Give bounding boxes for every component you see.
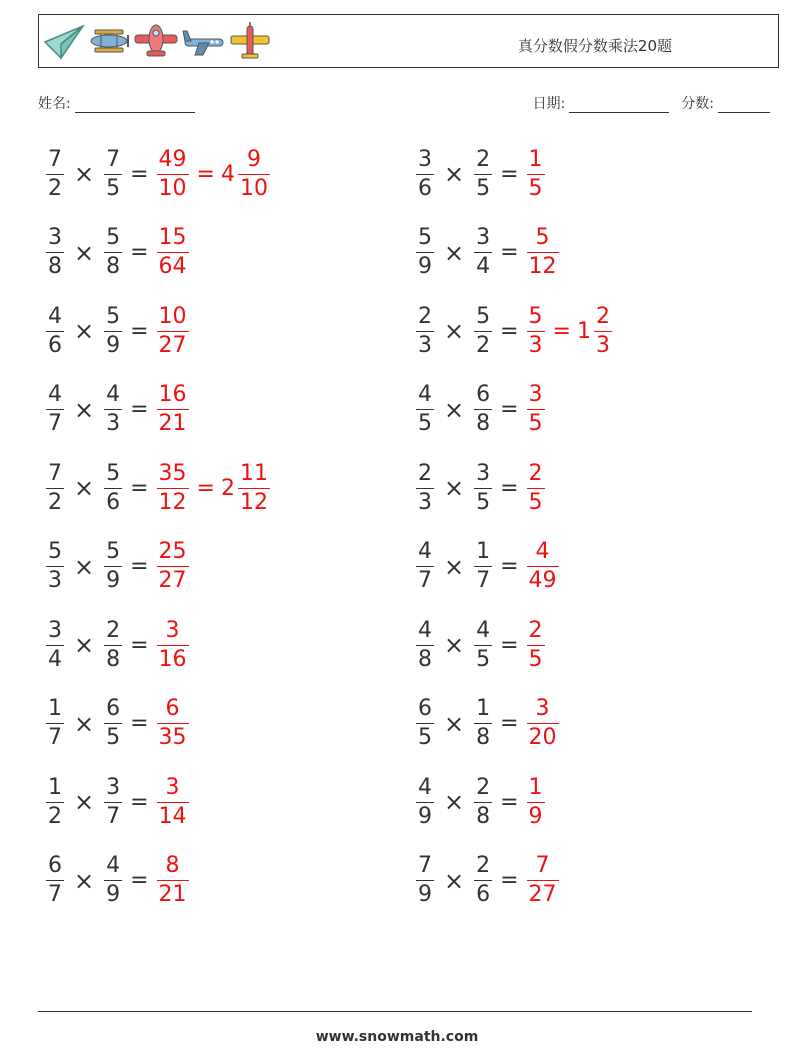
factor-b	[474, 774, 492, 829]
answer	[155, 541, 191, 592]
score-label: 分数:	[681, 96, 714, 112]
factor-a-denominator: 6	[418, 175, 432, 201]
answer-fraction-denominator: 5	[528, 489, 543, 515]
factor-b-numerator: 1	[476, 696, 491, 721]
factor-a-numerator: 4	[418, 774, 432, 800]
factor-a-denominator: 3	[418, 332, 432, 358]
times-sign: ×	[74, 709, 95, 738]
factor-a	[46, 460, 64, 515]
factor-b-denominator: 7	[106, 803, 121, 829]
problem-item	[414, 221, 561, 285]
factor-a-numerator: 7	[48, 146, 62, 172]
answer	[155, 303, 191, 358]
problem-item	[44, 692, 191, 756]
problem-item	[44, 142, 272, 206]
problem-item	[414, 849, 561, 913]
factor-b-denominator: 5	[476, 175, 491, 201]
times-sign: ×	[74, 160, 95, 188]
problem-item	[44, 613, 191, 677]
factor-b-denominator: 5	[106, 725, 121, 750]
name-label: 姓名:	[38, 96, 71, 112]
factor-a-denominator: 7	[418, 568, 432, 593]
problem-item	[414, 535, 561, 599]
factor-a-denominator: 7	[48, 725, 62, 750]
factor-b-denominator: 6	[106, 489, 121, 515]
factor-b	[474, 227, 492, 278]
factor-a-denominator: 3	[48, 568, 62, 593]
factor-b-denominator: 8	[106, 254, 121, 279]
factor-a-denominator: 8	[418, 646, 432, 672]
answer-fraction-numerator: 15	[158, 225, 187, 250]
factor-a	[416, 460, 434, 515]
answer-fraction-numerator: 49	[158, 146, 187, 172]
factor-a-numerator: 1	[48, 696, 62, 721]
factor-b-denominator: 5	[106, 175, 121, 201]
factor-b	[104, 541, 122, 592]
factor-b	[474, 303, 492, 358]
equals-sign: =	[130, 240, 149, 265]
answer-equals-sign: =	[196, 161, 215, 187]
factor-b-numerator: 2	[476, 774, 491, 800]
answer	[155, 227, 191, 278]
factor-b-denominator: 9	[106, 568, 121, 593]
times-sign: ×	[444, 474, 465, 502]
answer	[525, 227, 561, 278]
equals-sign: =	[500, 632, 519, 658]
factor-b	[104, 774, 122, 829]
factor-b-denominator: 5	[476, 489, 491, 515]
problem-item	[44, 849, 191, 913]
footer-divider	[38, 1011, 752, 1012]
answer-fraction-numerator: 10	[158, 303, 187, 329]
factor-b	[104, 146, 122, 201]
answer-fraction-denominator: 27	[528, 882, 557, 907]
answer-fraction	[157, 146, 189, 201]
factor-a	[416, 698, 434, 749]
factor-a	[46, 146, 64, 201]
answer-fraction	[157, 855, 189, 906]
answer	[155, 617, 191, 672]
factor-a-numerator: 7	[418, 853, 432, 878]
factor-b	[474, 698, 492, 749]
factor-a-denominator: 5	[418, 411, 432, 436]
mixed-number-fraction-denominator: 12	[239, 489, 268, 515]
answer-fraction-numerator: 7	[535, 853, 550, 878]
answer-fraction	[527, 460, 545, 515]
answer	[525, 774, 547, 829]
factor-b-numerator: 3	[106, 774, 121, 800]
answer-fraction-numerator: 3	[165, 617, 180, 643]
factor-a-denominator: 2	[48, 489, 62, 515]
factor-b-denominator: 8	[106, 646, 121, 672]
equals-sign: =	[500, 240, 519, 265]
factor-b	[474, 146, 492, 201]
answer-fraction-numerator: 5	[535, 225, 550, 250]
factor-b-denominator: 3	[106, 411, 121, 436]
answer-fraction	[527, 541, 559, 592]
factor-a	[416, 303, 434, 358]
answer	[525, 617, 547, 672]
factor-b-denominator: 5	[476, 646, 491, 672]
answer-fraction-numerator: 16	[158, 382, 187, 407]
answer-fraction	[157, 541, 189, 592]
times-sign: ×	[74, 317, 95, 345]
answer-fraction-numerator: 3	[165, 774, 180, 800]
answer-fraction	[527, 227, 559, 278]
answer-fraction	[157, 460, 189, 515]
answer	[155, 698, 191, 749]
answer	[525, 698, 561, 749]
answer-fraction-denominator: 64	[158, 254, 187, 279]
times-sign: ×	[74, 395, 95, 424]
factor-b	[104, 384, 122, 435]
date-label: 日期:	[532, 96, 566, 112]
equals-sign: =	[500, 554, 519, 579]
factor-a-denominator: 8	[48, 254, 62, 279]
problem-item	[44, 535, 191, 599]
answer	[525, 146, 547, 201]
factor-a	[46, 227, 64, 278]
equals-sign: =	[500, 789, 519, 815]
answer-fraction	[527, 617, 545, 672]
equals-sign: =	[130, 475, 149, 501]
factor-a-numerator: 3	[48, 225, 62, 250]
equals-sign: =	[500, 868, 519, 893]
answer-fraction-denominator: 12	[528, 254, 557, 279]
answer	[525, 460, 547, 515]
equals-sign: =	[130, 632, 149, 658]
answer-fraction	[157, 617, 189, 672]
factor-a	[46, 384, 64, 435]
answer-equals-sign: =	[196, 475, 215, 501]
answer-fraction	[527, 146, 545, 201]
factor-a-denominator: 7	[48, 882, 62, 907]
factor-a-denominator: 4	[48, 646, 62, 672]
factor-b-denominator: 8	[476, 411, 491, 436]
equals-sign: =	[500, 397, 519, 422]
factor-a	[416, 855, 434, 906]
problem-item	[414, 378, 547, 442]
factor-a	[416, 541, 434, 592]
factor-a	[46, 541, 64, 592]
answer-fraction	[527, 855, 559, 906]
factor-a-numerator: 4	[418, 617, 432, 643]
answer-fraction-denominator: 21	[158, 411, 187, 436]
mixed-number-fraction-denominator: 3	[595, 332, 610, 358]
mixed-number-fraction-numerator: 11	[239, 460, 268, 486]
factor-a-denominator: 5	[418, 725, 432, 750]
factor-b-numerator: 2	[476, 853, 491, 878]
factor-a	[46, 303, 64, 358]
factor-b-denominator: 6	[476, 882, 491, 907]
factor-a-numerator: 1	[48, 774, 62, 800]
factor-a-denominator: 2	[48, 175, 62, 201]
answer-fraction	[157, 227, 189, 278]
factor-a	[416, 227, 434, 278]
answer	[155, 855, 191, 906]
answer-fraction-numerator: 2	[528, 460, 543, 486]
answer-equals-sign: =	[552, 318, 571, 344]
factor-a-denominator: 6	[48, 332, 62, 358]
factor-a-denominator: 9	[418, 803, 432, 829]
times-sign: ×	[74, 866, 95, 895]
factor-b	[474, 855, 492, 906]
factor-a	[416, 384, 434, 435]
times-sign: ×	[444, 788, 465, 816]
answer	[155, 774, 191, 829]
factor-a-numerator: 3	[48, 617, 62, 643]
factor-a-numerator: 3	[418, 146, 432, 172]
times-sign: ×	[444, 317, 465, 345]
factor-b-denominator: 9	[106, 332, 121, 358]
answer-fraction	[157, 698, 189, 749]
factor-b	[104, 303, 122, 358]
answer-fraction	[527, 303, 545, 358]
times-sign: ×	[444, 866, 465, 895]
answer-fraction-denominator: 5	[528, 411, 543, 436]
equals-sign: =	[500, 711, 519, 736]
factor-b-denominator: 7	[476, 568, 491, 593]
mixed-number-fraction-numerator: 2	[595, 303, 610, 329]
answer-fraction-denominator: 10	[158, 175, 187, 201]
factor-b-numerator: 6	[476, 382, 491, 407]
equals-sign: =	[500, 318, 519, 344]
factor-b-numerator: 4	[106, 853, 121, 878]
answer-fraction-numerator: 1	[528, 146, 543, 172]
factor-a-numerator: 6	[418, 696, 432, 721]
answer-fraction-denominator: 9	[528, 803, 543, 829]
factor-a-numerator: 4	[48, 382, 62, 407]
answer-fraction	[157, 384, 189, 435]
times-sign: ×	[444, 709, 465, 738]
factor-b-numerator: 5	[106, 225, 121, 250]
problem-item	[44, 299, 191, 363]
factor-b-numerator: 5	[476, 303, 491, 329]
worksheet-title: 真分数假分数乘法20题	[517, 37, 672, 55]
factor-a-numerator: 5	[48, 539, 62, 564]
factor-a-denominator: 9	[418, 254, 432, 279]
factor-a	[46, 698, 64, 749]
times-sign: ×	[74, 631, 95, 659]
factor-a-numerator: 2	[418, 303, 432, 329]
factor-a	[46, 617, 64, 672]
factor-b-numerator: 4	[476, 617, 491, 643]
times-sign: ×	[444, 631, 465, 659]
answer	[155, 460, 272, 515]
times-sign: ×	[74, 788, 95, 816]
answer	[525, 303, 614, 358]
factor-a-denominator: 7	[48, 411, 62, 436]
answer-fraction-numerator: 3	[535, 696, 550, 721]
answer-fraction-numerator: 5	[528, 303, 543, 329]
factor-a	[416, 774, 434, 829]
answer-fraction-numerator: 8	[165, 853, 180, 878]
problem-item	[44, 770, 191, 834]
factor-b-numerator: 5	[106, 539, 121, 564]
factor-a-numerator: 4	[48, 303, 62, 329]
mixed-number-whole: 4	[220, 161, 235, 187]
factor-b-numerator: 1	[476, 539, 491, 564]
answer-fraction-denominator: 20	[528, 725, 557, 750]
times-sign: ×	[74, 238, 95, 267]
times-sign: ×	[74, 552, 95, 581]
equals-sign: =	[130, 868, 149, 893]
answer	[525, 855, 561, 906]
factor-a-numerator: 4	[418, 382, 432, 407]
answer-fraction-denominator: 35	[158, 725, 187, 750]
factor-a-denominator: 2	[48, 803, 62, 829]
factor-b-numerator: 3	[476, 460, 491, 486]
factor-b	[104, 698, 122, 749]
answer-fraction-numerator: 2	[528, 617, 543, 643]
factor-b	[104, 617, 122, 672]
mixed-number-fraction	[238, 146, 270, 201]
equals-sign: =	[130, 554, 149, 579]
factor-b-numerator: 2	[476, 146, 491, 172]
equals-sign: =	[130, 318, 149, 344]
equals-sign: =	[500, 475, 519, 501]
factor-b-denominator: 4	[476, 254, 491, 279]
times-sign: ×	[444, 238, 465, 267]
factor-b-denominator: 8	[476, 725, 491, 750]
factor-a-denominator: 9	[418, 882, 432, 907]
problem-item	[414, 613, 547, 677]
factor-b	[474, 617, 492, 672]
factor-b	[104, 460, 122, 515]
factor-b	[104, 227, 122, 278]
mixed-number-fraction-numerator: 9	[246, 146, 261, 172]
mixed-number-fraction-denominator: 10	[239, 175, 268, 201]
factor-b-numerator: 5	[106, 303, 121, 329]
answer-fraction-numerator: 35	[158, 460, 187, 486]
problem-item	[414, 770, 547, 834]
problem-item	[414, 299, 614, 363]
mixed-number-fraction	[238, 460, 270, 515]
problem-item	[44, 221, 191, 285]
answer-fraction	[157, 774, 189, 829]
factor-b	[474, 541, 492, 592]
equals-sign: =	[130, 397, 149, 422]
problem-item	[414, 142, 547, 206]
times-sign: ×	[444, 160, 465, 188]
times-sign: ×	[444, 552, 465, 581]
equals-sign: =	[130, 789, 149, 815]
factor-b-denominator: 8	[476, 803, 491, 829]
factor-b-numerator: 3	[476, 225, 491, 250]
factor-a	[416, 146, 434, 201]
answer-fraction-denominator: 16	[158, 646, 187, 672]
mixed-number-fraction	[594, 303, 612, 358]
problem-item	[44, 378, 191, 442]
factor-a-numerator: 6	[48, 853, 62, 878]
factor-a-numerator: 2	[418, 460, 432, 486]
answer	[155, 384, 191, 435]
factor-a-numerator: 4	[418, 539, 432, 564]
answer-fraction	[527, 384, 545, 435]
problem-item	[44, 456, 272, 520]
answer-fraction	[527, 774, 545, 829]
problem-item	[414, 456, 547, 520]
answer-fraction-denominator: 27	[158, 332, 187, 358]
equals-sign: =	[500, 161, 519, 187]
factor-b	[474, 460, 492, 515]
answer	[525, 541, 561, 592]
answer-fraction-denominator: 49	[528, 568, 557, 593]
answer-fraction-denominator: 5	[528, 175, 543, 201]
factor-b	[104, 855, 122, 906]
factor-b-denominator: 9	[106, 882, 121, 907]
factor-b-numerator: 6	[106, 696, 121, 721]
footer-website: www.snowmath.com	[315, 1029, 479, 1045]
answer-fraction-denominator: 3	[528, 332, 543, 358]
answer-fraction-numerator: 4	[535, 539, 550, 564]
times-sign: ×	[74, 474, 95, 502]
equals-sign: =	[130, 711, 149, 736]
answer-fraction-denominator: 21	[158, 882, 187, 907]
answer-fraction-numerator: 25	[158, 539, 187, 564]
times-sign: ×	[444, 395, 465, 424]
answer-fraction	[527, 698, 559, 749]
answer-fraction	[157, 303, 189, 358]
factor-a-numerator: 7	[48, 460, 62, 486]
factor-b-denominator: 2	[476, 332, 491, 358]
mixed-number-whole: 2	[220, 475, 235, 501]
factor-a	[416, 617, 434, 672]
factor-b-numerator: 4	[106, 382, 121, 407]
problem-item	[414, 692, 561, 756]
answer-fraction-numerator: 3	[528, 382, 543, 407]
answer-fraction-numerator: 6	[165, 696, 180, 721]
factor-b-numerator: 5	[106, 460, 121, 486]
answer-fraction-numerator: 1	[528, 774, 543, 800]
factor-b	[474, 384, 492, 435]
answer-fraction-denominator: 14	[158, 803, 187, 829]
answer	[155, 146, 272, 201]
factor-a-numerator: 5	[418, 225, 432, 250]
factor-b-numerator: 2	[106, 617, 121, 643]
answer-fraction-denominator: 27	[158, 568, 187, 593]
answer-fraction-denominator: 12	[158, 489, 187, 515]
factor-b-numerator: 7	[106, 146, 121, 172]
answer-fraction-denominator: 5	[528, 646, 543, 672]
mixed-number-whole: 1	[576, 318, 591, 344]
equals-sign: =	[130, 161, 149, 187]
answer	[525, 384, 547, 435]
factor-a	[46, 774, 64, 829]
factor-a-denominator: 3	[418, 489, 432, 515]
factor-a	[46, 855, 64, 906]
